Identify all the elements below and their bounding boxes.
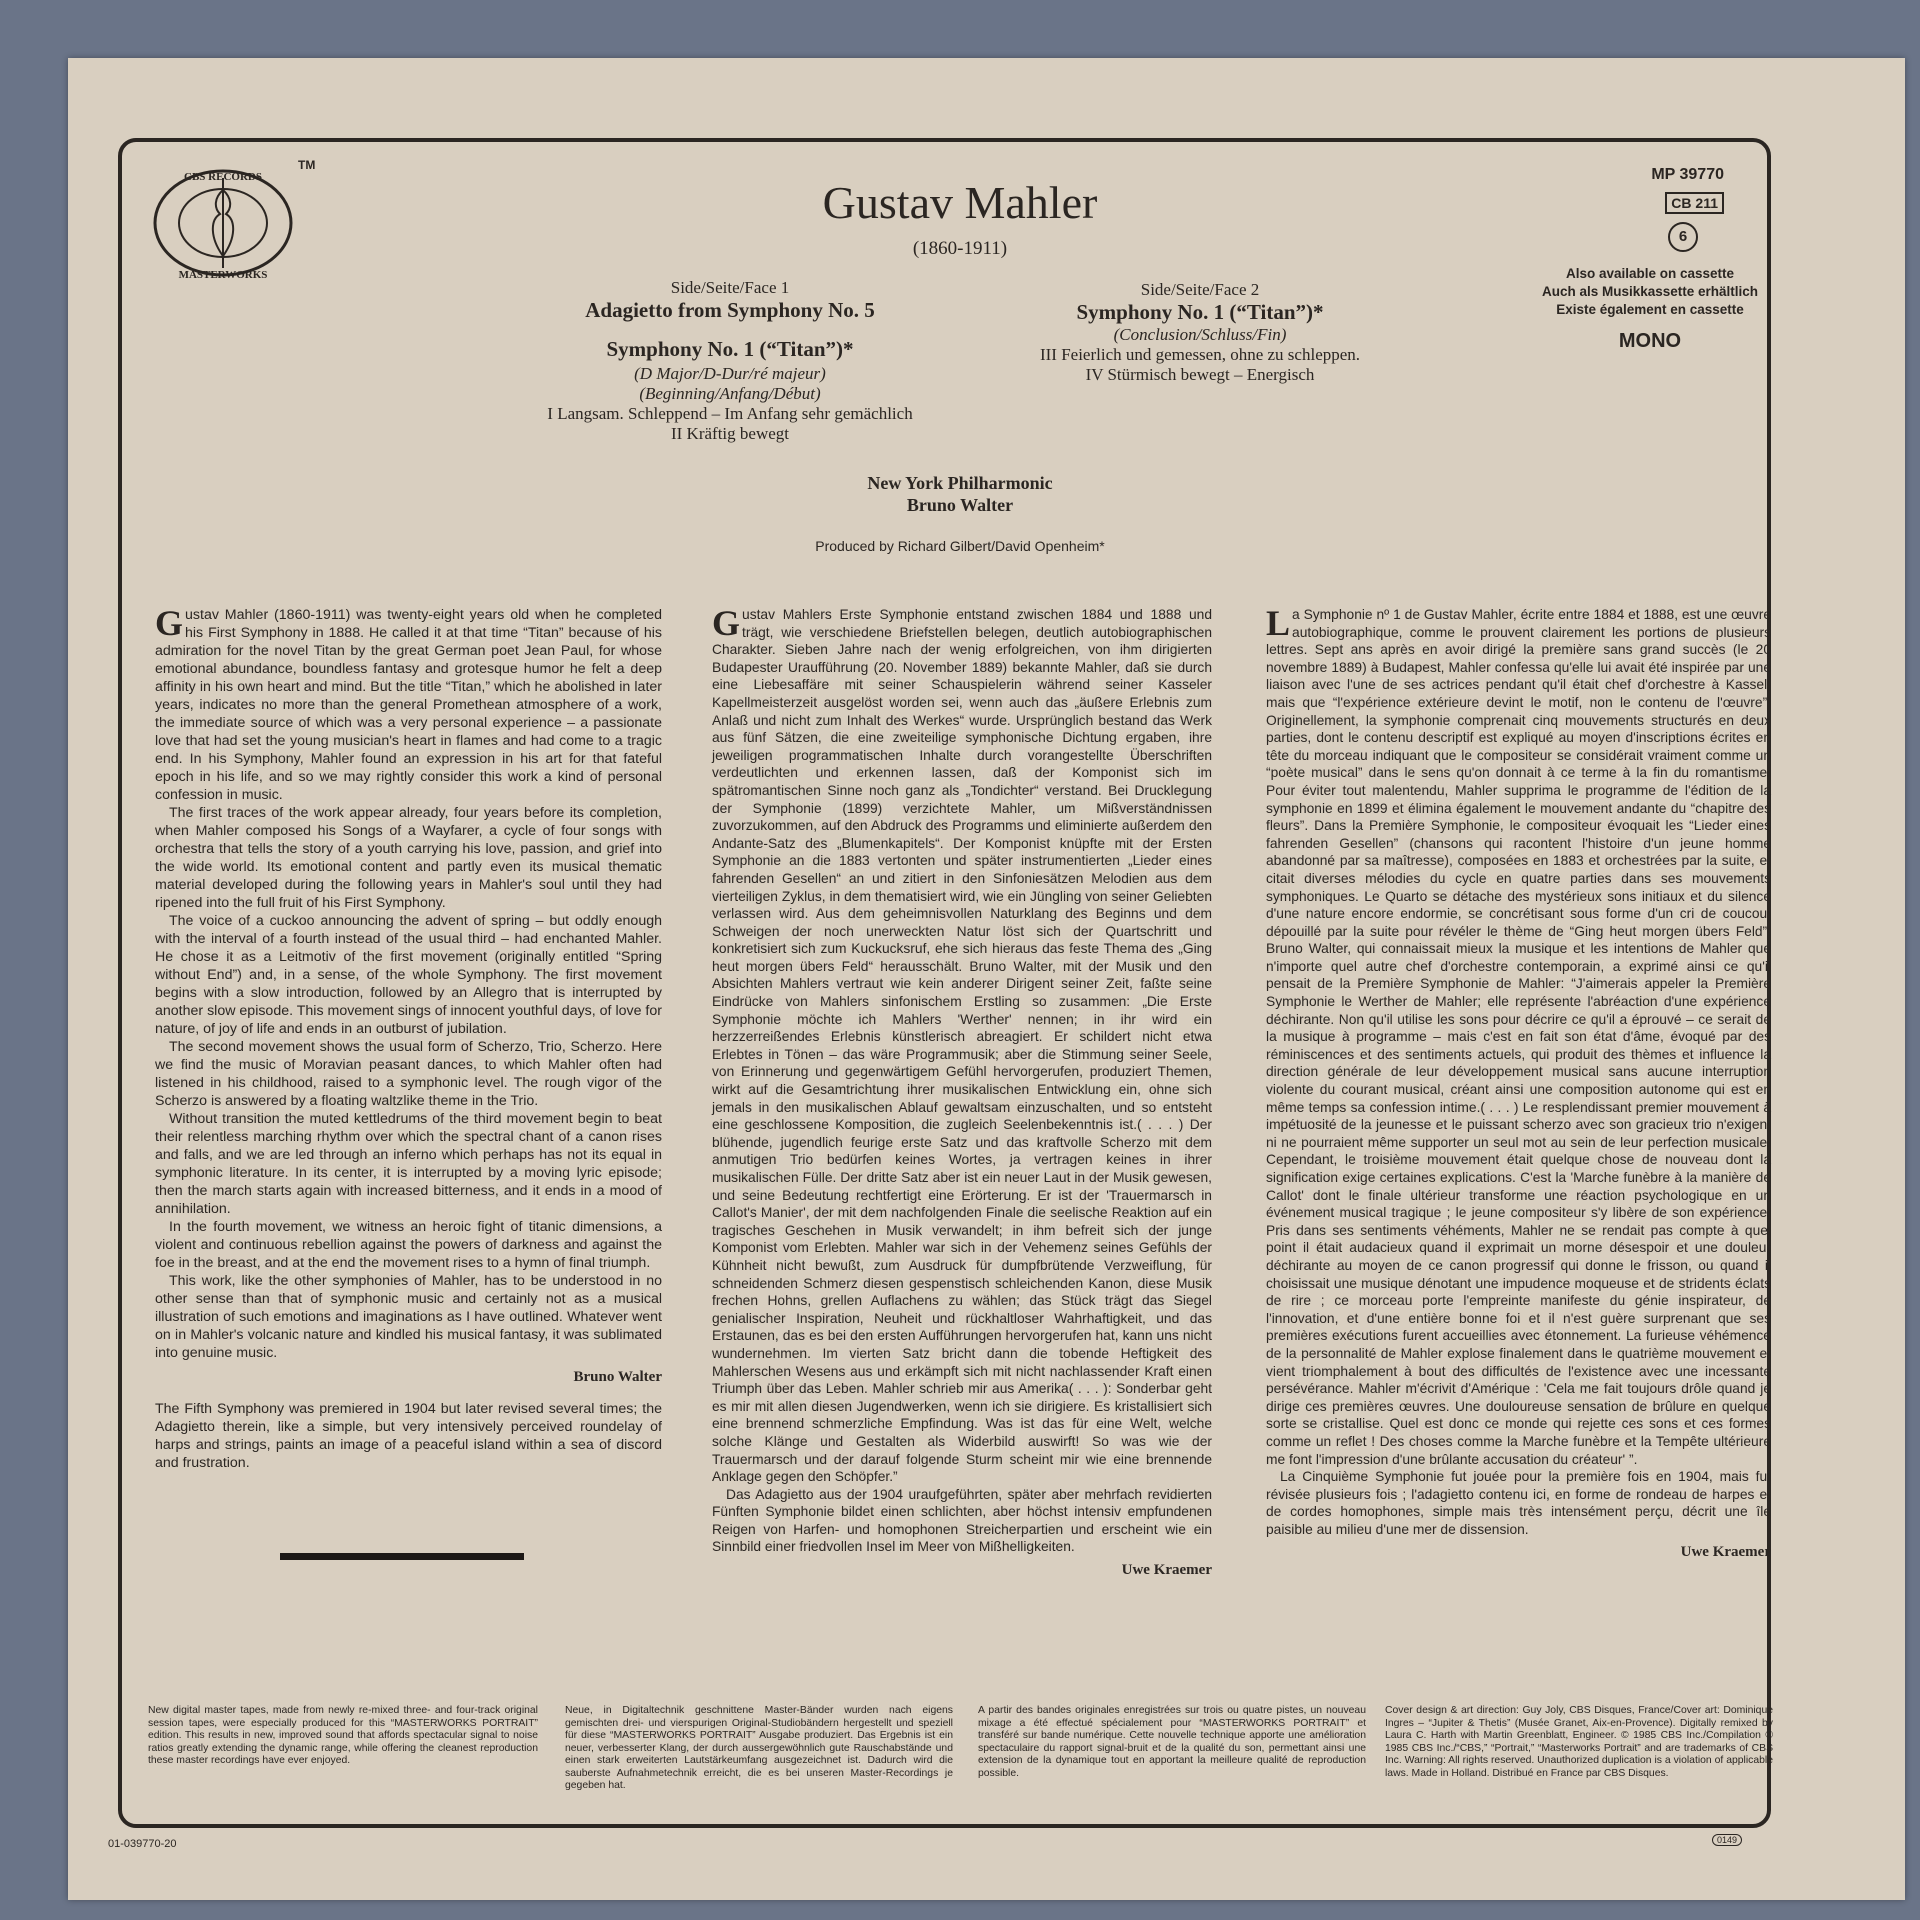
signature: Bruno Walter [573, 1369, 662, 1385]
credits: Cover design & art direction: Guy Joly, CBS Disques, France/Cover art: Dominique Ingres – “Jupiter & Thetis” (Musée Granet, Aix-en-Provence). Digitally remixed by Laura C. Harth with Martin Greenblatt, Engineer. © 1985 CBS Inc./Compilation ℗ 1985 CBS Inc./“CBS,” “Portrait,” “Masterworks Portrait” and are trademarks of CBS Inc. Warning: All rights reserved. Unauthorized duplication is a violation of applicable laws. Made in Holland. Distribué en France par CBS Disques. [1385, 1705, 1773, 1779]
catalog-number: MP 39770 [1651, 166, 1724, 183]
paragraph: ustav Mahlers Erste Symphonie entstand zwischen 1884 und 1888 und trägt, wie verschiedene Briefstellen belegen, deutlich autobiographischen Charakter. Sieben Jahre nach der wenig erfolgreichen, von ihm dirigierten Budapester Uraufführung (20. November 1889) bekannte Mahler, daß sie durch eine Liebesaffäre mit seiner Schauspielerin während seiner Kasseler Kapellmeisterzeit ausgelöst worden sei, wenn auch das „äußere Erlebnis zum Anlaß und nicht zum Inhalt des Werkes“ wurde. Ursprünglich bestand das Werk aus fünf Sätzen, die eine zweiteilige symphonische Dichtung ergaben, ihre jeweiligen programmatischen Inhalte durch vorangestellte Überschriften verdeutlichten und erkennen lassen, daß der Komponist sich im spätromantischen Sinne noch ganz als „Tondichter“ verstand. Bei Drucklegung der Symphonie (1899) verzichtete Mahler, um Mißverständnissen zuvorzukommen, auf den Abdruck des Programms und eliminierte außerdem den Andante-Satz des „Blumenkapitels“. Der Komponist knüpfte mit der Ersten Symphonie an die 1883 vertonten und später instrumentierten „Lieder eines fahrenden Gesellen“ an und zitiert in den Sinfoniesätzen Melodien aus dem vierteiligen Zyklus, in dem thematisiert wird, wie ein Jüngling von seiner Geliebten verlassen wird. Aus dem geheimnisvollen Naturklang des Beginns und dem Schweigen der noch unerweckten Natur löst sich der Quartschritt und konkretisiert sich zum Kuckucksruf, ehe sich hieraus das feste Thema des „Ging heut morgen übers Feld“ herausschält. Bruno Walter, mit der Musik und den Absichten Mahlers vertraut wie kein anderer Dirigent seiner Zeit, faßte seine Eindrücke von Mahlers sinfonischem Erstling so zusammen: „Die Erste Symphonie möchte ich Mahlers 'Werther' nennen; in ihr wird ein herzzerreißendes Erlebnis künstlerisch abreagiert. Er schildert nicht etwa Erlebtes in Tönen – das wäre Programmusik; aber die Stimmung seiner Seele, von Erinnerung und gegenwärtigem Gefühl hervorgerufen, produziert Themen, wirkt auf die Gesamtrichtung ihrer musikalischen Entwicklung ein, ohne sich jemals in den musikalischen Ablauf gewaltsam einzuschalten, und so entsteht eine geschlossene Komposition, die zugleich Seelenbekenntnis ist.( . . . ) Der blühende, jugendlich feurige erste Satz und das kraftvolle Scherzo mit dem anmutigen Trio bedürfen keines Wortes, ja vertragen keines in ihrer musikalischen Fülle. Der dritte Satz aber ist ein neuer Laut in der Musik gewesen, und seine Bedeutung rechtfertigt eine Erörterung. Er ist der 'Trauermarsch in Callot's Manier', der mit dem nachfolgenden Finale die seelische Reaktion auf ein tragisches Geschehen in Musik verwandelt; in ihm befreit sich der junge Komponist vom Erlebten. Mahler war sich in der Vehemenz seines Gefühls der Kühnheit nicht bewußt, zum Ausdruck für dumpfbrütende Verzweiflung, für schneidenden Schmerz diesen gespenstisch schleichenden Kanon, diese Musik frechen Hohns, grellen Auflachens zu wählen; das Stück trägt das Siegel genialischer Inspiration, Neuheit und rückhaltloser Wahrhaftigkeit, und das Erstaunen, das es bei den ersten Aufführungen hervorgerufen hat, kann uns nicht wundernehmen. Im vierten Satz bricht dann die tobende Heftigkeit des Mahlerschen Wesens aus und erkämpft sich mit nicht nachlassender Kraft einen Triumph über das Leben. Mahler schrieb mir aus Amerika( . . . ): Sonderbar geht es mir mit allen diesen Jugendwerken, wenn ich sie dirigiere. Es kristallisiert sich eine brennend schmerzliche Empfindung. Was ist das für eine Welt, welche solche Klänge und Gestalten als Widerbild auswirft! So was wie der Trauermarsch und der darauf folgende Sturm scheint mir wie eine brennende Anklage gegen den Schöpfer.” [712, 607, 1212, 1485]
paragraph: The second movement shows the usual form of Scherzo, Trio, Scherzo. Here we find the music of Moravian peasant dances, to which Mahler often had listened in his childhood, raised to a symphonic level. The rough vigor of the Scherzo is answered by a floating waltzlike theme in the Trio. [155, 1039, 662, 1109]
side-2-work: Symphony No. 1 (“Titan”)* [1076, 300, 1324, 324]
cbs-masterworks-logo [148, 158, 298, 288]
signature: Uwe Kraemer [1121, 1562, 1212, 1579]
side-1-work-1: Adagietto from Symphony No. 5 [585, 298, 875, 322]
drop-cap: G [155, 603, 184, 643]
conductor: Bruno Walter [906, 495, 1014, 515]
trademark: TM [298, 158, 316, 172]
side-1-key: (D Major/D-Dur/ré majeur) [634, 364, 826, 383]
performers [760, 472, 1160, 516]
french-notes [1266, 603, 1771, 1562]
side-2 [940, 280, 1460, 385]
mono-label: MONO [1618, 330, 1682, 352]
movement-4: IV Stürmisch bewegt – Energisch [1085, 365, 1315, 384]
side-2-label: Side/Seite/Face 2 [1140, 280, 1260, 299]
signature: Uwe Kraemer [1680, 1544, 1771, 1561]
movement-1: I Langsam. Schleppend – Im Anfang sehr gemächlich [547, 404, 913, 423]
cassette-de: Auch als Musikkassette erhältlich [1541, 284, 1759, 299]
catalog-footer-code: 01-039770-20 [108, 1838, 177, 1850]
cassette-note [1530, 265, 1770, 319]
drop-cap: G [712, 603, 741, 643]
german-notes [712, 603, 1212, 1580]
circle-mark: 6 [1668, 222, 1698, 252]
drop-cap: L [1266, 603, 1291, 643]
catalog-code: CB 211 [1665, 192, 1724, 214]
cassette-en: Also available on cassette [1565, 266, 1735, 281]
producer-credit: Produced by Richard Gilbert/David Openheim* [815, 538, 1105, 554]
side-1 [470, 278, 990, 444]
paragraph: La Cinquième Symphonie fut jouée pour la première fois en 1904, mais fut révisée plusieurs fois ; l'adagietto contenu ici, en forme de rondeau de harpes et de cordes homophones, simple mais très intensément perçu, décrit une île paisible au milieu d'une mer de dissension. [1266, 1469, 1771, 1537]
paragraph: ustav Mahler (1860-1911) was twenty-eight years old when he completed his First Symphony in 1888. He called it at that time “Titan” because of his admiration for the novel Titan by the great German poet Jean Paul, for whose emotional abundance, boundless fantasy and grotesque humor he felt a deep affinity in his own heart and mind. But the title “Titan,” which he abolished in later years, indicates no more than the general Promethean atmosphere of a work, the immediate source of which was a very personal experience – a passionate love that had set the young musician's heart in flames and had come to a tragic end. In his Symphony, Mahler found an expression in his art for that fateful epoch in his life, and so we may rightly consider this work a kind of personal confession in music. [155, 607, 662, 803]
divider-bar [280, 1553, 524, 1560]
paragraph: The voice of a cuckoo announcing the advent of spring – but oddly enough with the interval of a fourth instead of the usual third – had enchanted Mahler. He chose it as a Leitmotiv of the first movement (originally entitled “Spring without End”) and, in a sense, of the whole Symphony. The first movement begins with a slow introduction, followed by an Allegro that is interrupted by another slow episode. This movement sings of innocent youthful days, of love for nature, of joy of life and ends in an outburst of jubilation. [155, 913, 662, 1037]
small-print-fr: A partir des bandes originales enregistrées sur trois ou quatre pistes, un nouveau mixage a été effectué spécialement pour “MASTERWORKS PORTRAIT” et transféré sur bande numérique. Cette nouvelle technique apporte une amélioration spectaculaire du rapport signal-bruit et de la qualité du son, permettant ainsi une extension de la dynamique tout en apportant la meilleure qualité de reproduction possible. [978, 1705, 1366, 1779]
paragraph: The Fifth Symphony was premiered in 1904 but later revised several times; the Adagietto therein, like a simple, but very intensively perceived roundelay of harps and strings, paints an image of a peaceful island within a sea of discord and frustration. [155, 1401, 662, 1471]
paragraph: The first traces of the work appear already, four years before its completion, when Mahler composed his Songs of a Wayfarer, a cycle of four songs with orchestra that tells the story of a youth carrying his love, passion, and grief into the wide world. Its emotional content and partly even its musical thematic material developed during the following years in Mahler's soul until they had ripened into the full fruit of his First Symphony. [155, 805, 662, 911]
side-1-work-2: Symphony No. 1 (“Titan”)* [606, 337, 854, 361]
composer-dates: (1860-1911) [912, 238, 1008, 259]
side-2-part: (Conclusion/Schluss/Fin) [1113, 325, 1287, 344]
movement-3: III Feierlich und gemessen, ohne zu schleppen. [1039, 345, 1361, 364]
side-1-part: (Beginning/Anfang/Début) [639, 384, 821, 403]
small-print-de: Neue, in Digitaltechnik geschnittene Master-Bänder wurden nach eigens gemischten drei- und vierspurigen Original-Studiobändern hergestellt und speziell für diese “MASTERWORKS PORTRAIT” Ausgabe produziert. Das Ergebnis ist ein neuer, verbesserter Klang, der durch aussergewöhnlich gute Rauschabstände und einen stark erweiterten Lautstärkeumfang ausgezeichnet ist. Dadurch wird die sauberste Aufnahmetechnik erreicht, die es bei unseren Master-Recordings je gegeben hat. [565, 1705, 953, 1791]
paragraph: a Symphonie nº 1 de Gustav Mahler, écrite entre 1884 et 1888, est une œuvre autobiographique, comme le prouvent clairement les portions de plusieurs lettres. Sept ans après en avoir dirigé la première sans grand succès (le 20 novembre 1889) à Budapest, Mahler confessa qu'elle lui avait été inspirée par une liaison avec l'une de ses actrices pendant qu'il était chef d'orchestre à Kassel, mais que “l'expérience extérieure devint le motif, non le contenu de l'œuvre”. Originellement, la symphonie comprenait cinq mouvements structurés en deux parties, dont le contenu descriptif est expliqué au moyen d'inscriptions écrites en tête du morceau indiquant que le compositeur se considérait vraiment comme un “poète musical” dans le sens qu'on donnait à ce terme à la fin du romantisme. Pour éviter tout malentendu, Mahler supprima le programme de l'édition de la symphonie en 1899 et élimina également le mouvement andante du “chapitre des fleurs”. Dans la Première Symphonie, le compositeur évoquait les “Lieder eines fahrenden Gesellen” (chansons qui racontent l'histoire d'un jeune homme abandonné par sa maîtresse), composées en 1883 et orchestrées par la suite, et citait diverses mélodies du cycle en quatre parties dans ses mouvements symphoniques. Le Quarto se détache des mystérieux sons initiaux et du silence d'une nature encore endormie, se concrétisant sous forme d'un cri de coucou, dépouillé par la suite pour révéler le thème de “Ging heut morgen übers Feld”. Bruno Walter, qui connaissait mieux la musique et les intentions de Mahler que n'importe quel autre chef d'orchestre contemporain, a exprimé ainsi ce qu'il pensait de la Première Symphonie de Mahler: “J'aimerais appeler la Première Symphonie le Werther de Mahler; elle représente l'abréaction d'une expérience déchirante. Non qu'il utilise les sons pour décrire ce qu'il a éprouvé – ce serait de la musique à programme – mais c'est en fait son état d'âme, évoqué par des réminiscences et des sentiments actuels, qui produit des thèmes et influence la direction générale de leur développement musical sans aucune interruption violente du courant musical, créant ainsi une composition autonome qui est en même temps sa confession intime.( . . . ) Le resplendissant premier mouvement à impétuosité de la jeunesse et le puissant scherzo avec son gracieux trio n'exigent ni ne pourraient même supporter un seul mot au sein de leur perfection musicale. Cependant, le troisième mouvement était quelque chose de nouveau dont la signification exige certaines explications. C'est la 'Marche funèbre à la manière de Callot' dont le finale ultérieur transforme une réaction psychologique en un événement musical tragique ; le jeune compositeur s'y libère de son expérience. Pris dans ses sentiments véhéments, Mahler ne se rendait pas compte à quel point il était audacieux quand il exprimait un morne désespoir et une douleur déchirante au moyen de ce canon progressif qui donne le frisson, ou quand il choisissait une musique dénotant une impudence moqueuse et de stridents éclats de rire ; ce morceau porte l'empreinte manifeste du génie inspirateur, de l'innovation, et d'une entière bonne foi et il n'est guère surprenant que ses premières exécutions furent accueillies avec étonnement. La furieuse véhémence de la personnalité de Mahler explose finalement dans le quatrième mouvement et vient triomphalement à bout des difficultés de l'existence avec une incessante persévérance. Mahler m'écrivit d'Amérique : 'Cela me fait toujours drôle quand je dirige ces premières œuvres. Une douloureuse sensation de brûlure en quelque sorte se cristallise. Quel est donc ce monde qui rejette ces sons et ces formes comme un reflet ! Des choses comme la Marche funèbre et la Tempête ultérieure me font l'impression d'une brûlante accusation du créateur' ”. [1266, 607, 1771, 1467]
paragraph: In the fourth movement, we witness an heroic fight of titanic dimensions, a violent and continuous rebellion against the powers of darkness and against the foe in the breast, and at the end the movement rises to a hymn of final triumph. [155, 1219, 662, 1271]
logo-text-bottom: MASTERWORKS [178, 269, 268, 281]
paragraph: This work, like the other symphonies of Mahler, has to be understood in no other sense than that of symphonic music and certainly not as a musical illustration of such emotions and imaginations as I have outlined. Whatever went on in Mahler's volcanic nature and kindled his musical fantasy, it was sublimated into genuine music. [155, 1273, 662, 1361]
orchestra: New York Philharmonic [867, 473, 1053, 493]
small-print-en: New digital master tapes, made from newly re-mixed three- and four-track original session tapes, were especially produced for this “MASTERWORKS PORTRAIT” edition. This results in new, improved sound that affords spectacular signal to noise ratios greatly extending the dynamic range, while offering the cleanest reproduction these master recordings have ever enjoyed. [148, 1705, 538, 1766]
paragraph: Das Adagietto aus der 1904 uraufgeführten, später aber mehrfach revidierten Fünften Symphonie bildet einen schlichten, aber höchst intensiv empfundenen Reigen von Harfen- und homophonen Streicherpartien und erscheint wie ein Sinnbild einer friedvollen Insel im Meer von Mißhelligkeiten. [712, 1486, 1212, 1555]
movement-2: II Kräftig bewegt [670, 424, 789, 443]
rights-stamp: 0149 [1712, 1834, 1742, 1846]
composer-title: Gustav Mahler [822, 177, 1098, 228]
paragraph: Without transition the muted kettledrums of the third movement begin to beat their relentless marching rhythm over which the spectral chant of a canon rises and falls, and we are led through an inferno which perhaps has not its equal in symphonic literature. In its center, it is interrupted by a moving lyric episode; then the march starts again with increased bitterness, and it ends in a mood of annihilation. [155, 1111, 662, 1217]
logo-text-top: CBS RECORDS [184, 171, 262, 183]
english-notes [155, 603, 662, 1472]
side-1-label: Side/Seite/Face 1 [670, 278, 790, 297]
cassette-fr: Existe également en cassette [1556, 302, 1744, 317]
